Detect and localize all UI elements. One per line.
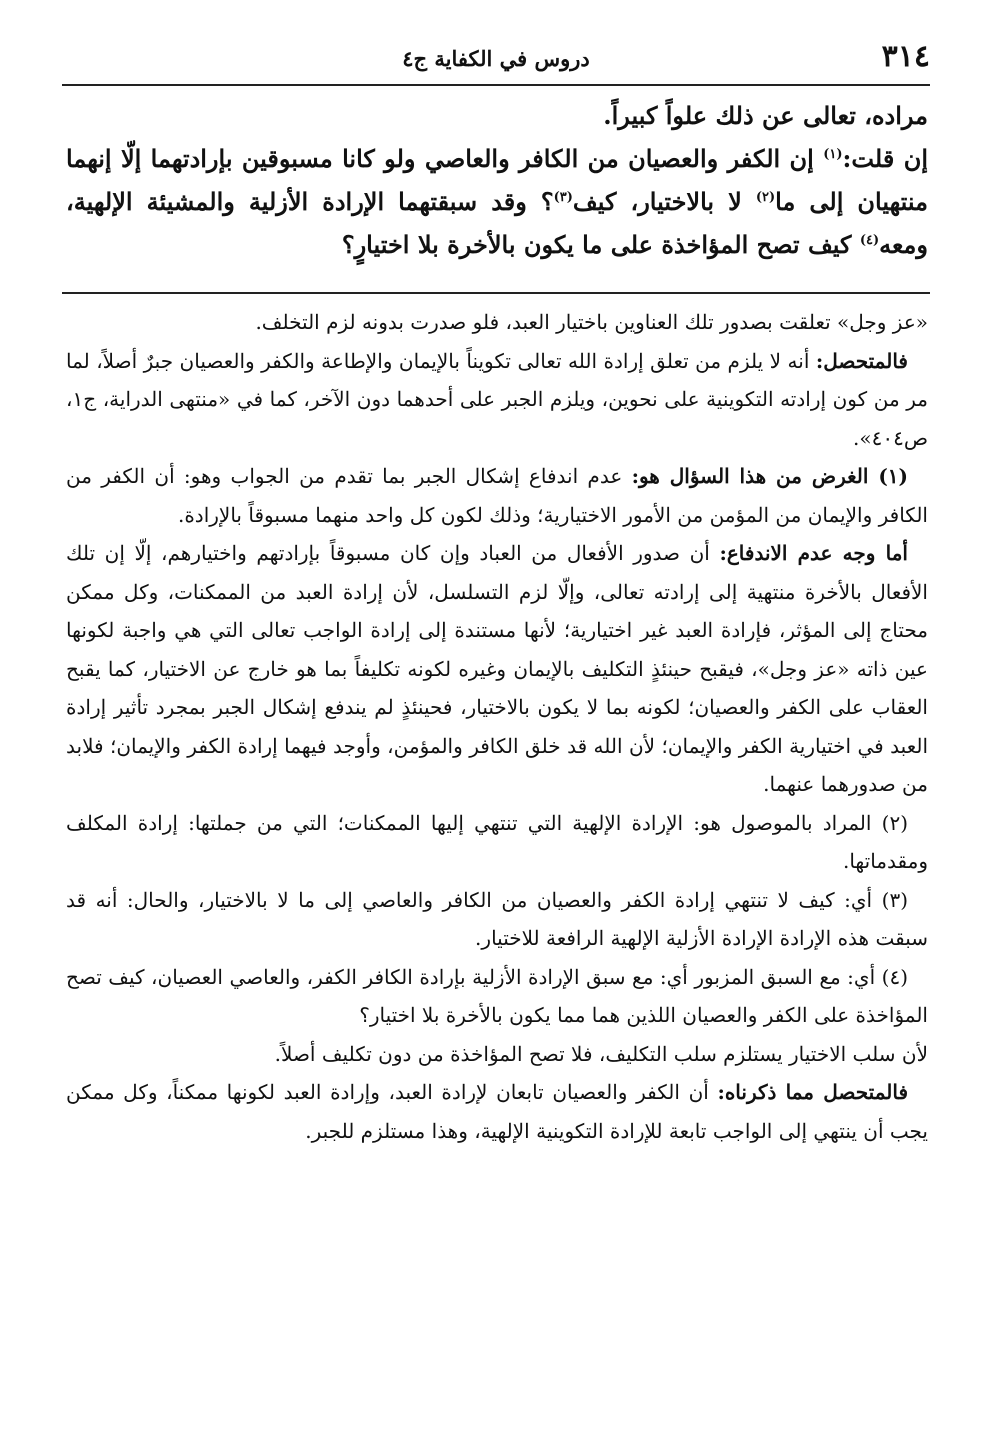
conclusion-paragraph — [66, 1073, 928, 1150]
footnote-1 — [66, 457, 928, 534]
question-paragraph — [66, 137, 928, 266]
header-rule — [62, 84, 930, 86]
main-text — [66, 94, 928, 266]
defense-lead: أما وجه عدم الاندفاع: — [719, 541, 908, 565]
footnote-4 — [66, 958, 928, 1074]
conclusion-lead: فالمتحصل مما ذكرناه: — [717, 1080, 908, 1104]
page-number: ٣١٤ — [881, 39, 930, 74]
muhassal-text: أنه لا يلزم من تعلق إرادة الله تعالى تكويناً بالإيمان والإطاعة والكفر والعصيان جبرٌ أصلاً، لما مر من كون إرادته التكوينية على نحوين، ويلزم الجبر على أحدهما دون الآخر، كما في «منتهى الدراية، ج١، ص٤٠٤». — [66, 348, 928, 450]
footnote-1-text: عدم اندفاع إشكال الجبر بما تقدم من الجواب وهو: أن الكفر من الكافر والإيمان من المؤمن من الأمور الاختيارية؛ وذلك لكون كل واحد منهما مسبوقاً بالإرادة. — [66, 464, 928, 527]
defense-text: أن صدور الأفعال من العباد وإن كان مسبوقاً بإرادتهم واختيارهم، إلّا إن تلك الأفعال بالأخرة منتهية إلى إرادته تعالى، وإلّا لزم التسلسل، لأن إرادة العبد من الممكنات، وكل ممكن محتاج إلى المؤثر، فإرادة العبد غير اختيارية؛ لأنها مستندة إلى إرادة الواجب تعالى التي هي واجبة لكونها عين ذاته «عز وجل»، فيقبح حينئذٍ التكليف بالإيمان وغيره لكونه تكليفاً بما هو خارج عن الاختيار، كما يقبح العقاب على الكفر والعصيان؛ لكونه بما لا يكون بالاختيار، فحينئذٍ لم يندفع إشكال الجبر بمجرد تأثير إرادة العبد في اختيارية الكفر والإيمان؛ لأن الله قد خلق الكافر والمؤمن، وأوجد فيهما إرادة الكفر والإيمان؛ فلابد من صدورهما عنهما. — [66, 541, 928, 796]
footnote-4-text-a: (٤) أي: مع السبق المزبور أي: مع سبق الإرادة الأزلية بإرادة الكافر الكفر، والعاصي العصيان، كيف تصح المؤاخذة على الكفر والعصيان اللذين هما مما يكون بالأخرة بلا اختيار؟ — [66, 964, 928, 1027]
footnote-continuation: «عز وجل» تعلقت بصدور تلك العناوين باختيار العبد، فلو صدرت بدونه لزم التخلف. — [255, 310, 928, 334]
defense-paragraph — [66, 534, 928, 804]
footnote-ref-3[interactable]: (٣) — [553, 190, 573, 205]
footnote-3: (٣) أي: كيف لا تنتهي إرادة الكفر والعصيان من الكافر والعاصي إلى ما لا بالاختيار، والحال: أنه قد سبقت هذه الإرادة الإرادة الأزلية الإلهية الرافعة للاختيار. — [66, 887, 928, 950]
footnote-2: (٢) المراد بالموصول هو: الإرادة الإلهية التي تنتهي إليها الممكنات؛ التي من جملتها: إرادة المكلف ومقدماتها. — [66, 810, 928, 873]
question-part-3: ؟ وقد سبقتهما الإرادة الأزلية والمشيئة الإلهية، ومعه — [66, 187, 928, 259]
conclusion-text: أن الكفر والعصيان تابعان لإرادة العبد، وإرادة العبد لكونها ممكناً، وكل ممكن يجب أن ينتهي إلى الواجب تابعة للإرادة التكوينية الإلهية، وهذا مستلزم للجبر. — [66, 1080, 928, 1143]
footnote-rule — [62, 292, 930, 294]
footnote-4-text-b: لأن سلب الاختيار يستلزم سلب التكليف، فلا تصح المؤاخذة من دون تكليف أصلاً. — [274, 1041, 928, 1066]
question-part-4: كيف تصح المؤاخذة على ما يكون بالأخرة بلا اختيارٍ؟ — [341, 230, 860, 259]
question-part-2: لا بالاختيار، كيف — [572, 187, 756, 216]
footnote-ref-4[interactable]: (٤) — [859, 233, 880, 248]
question-part-1: إن الكفر والعصيان من الكافر والعاصي ولو كانا مسبوقين بإرادتهما إلّا إنهما منتهيان إلى ما — [66, 144, 928, 216]
muhassal-lead: فالمتحصل: — [815, 348, 908, 373]
question-lead: إن قلت: — [842, 144, 928, 173]
footnotes — [66, 303, 928, 1150]
page-header — [62, 34, 930, 80]
footnote-1-lead: (١) الغرض من هذا السؤال هو: — [631, 464, 909, 488]
running-title: دروس في الكفاية ج٤ — [402, 46, 590, 71]
footnote-ref-1[interactable]: (١) — [823, 147, 843, 162]
footnote-ref-2[interactable]: (٢) — [755, 190, 776, 205]
opening-line: مراده، تعالى عن ذلك علواً كبيراً. — [603, 101, 928, 130]
muhassal-paragraph — [66, 342, 928, 458]
